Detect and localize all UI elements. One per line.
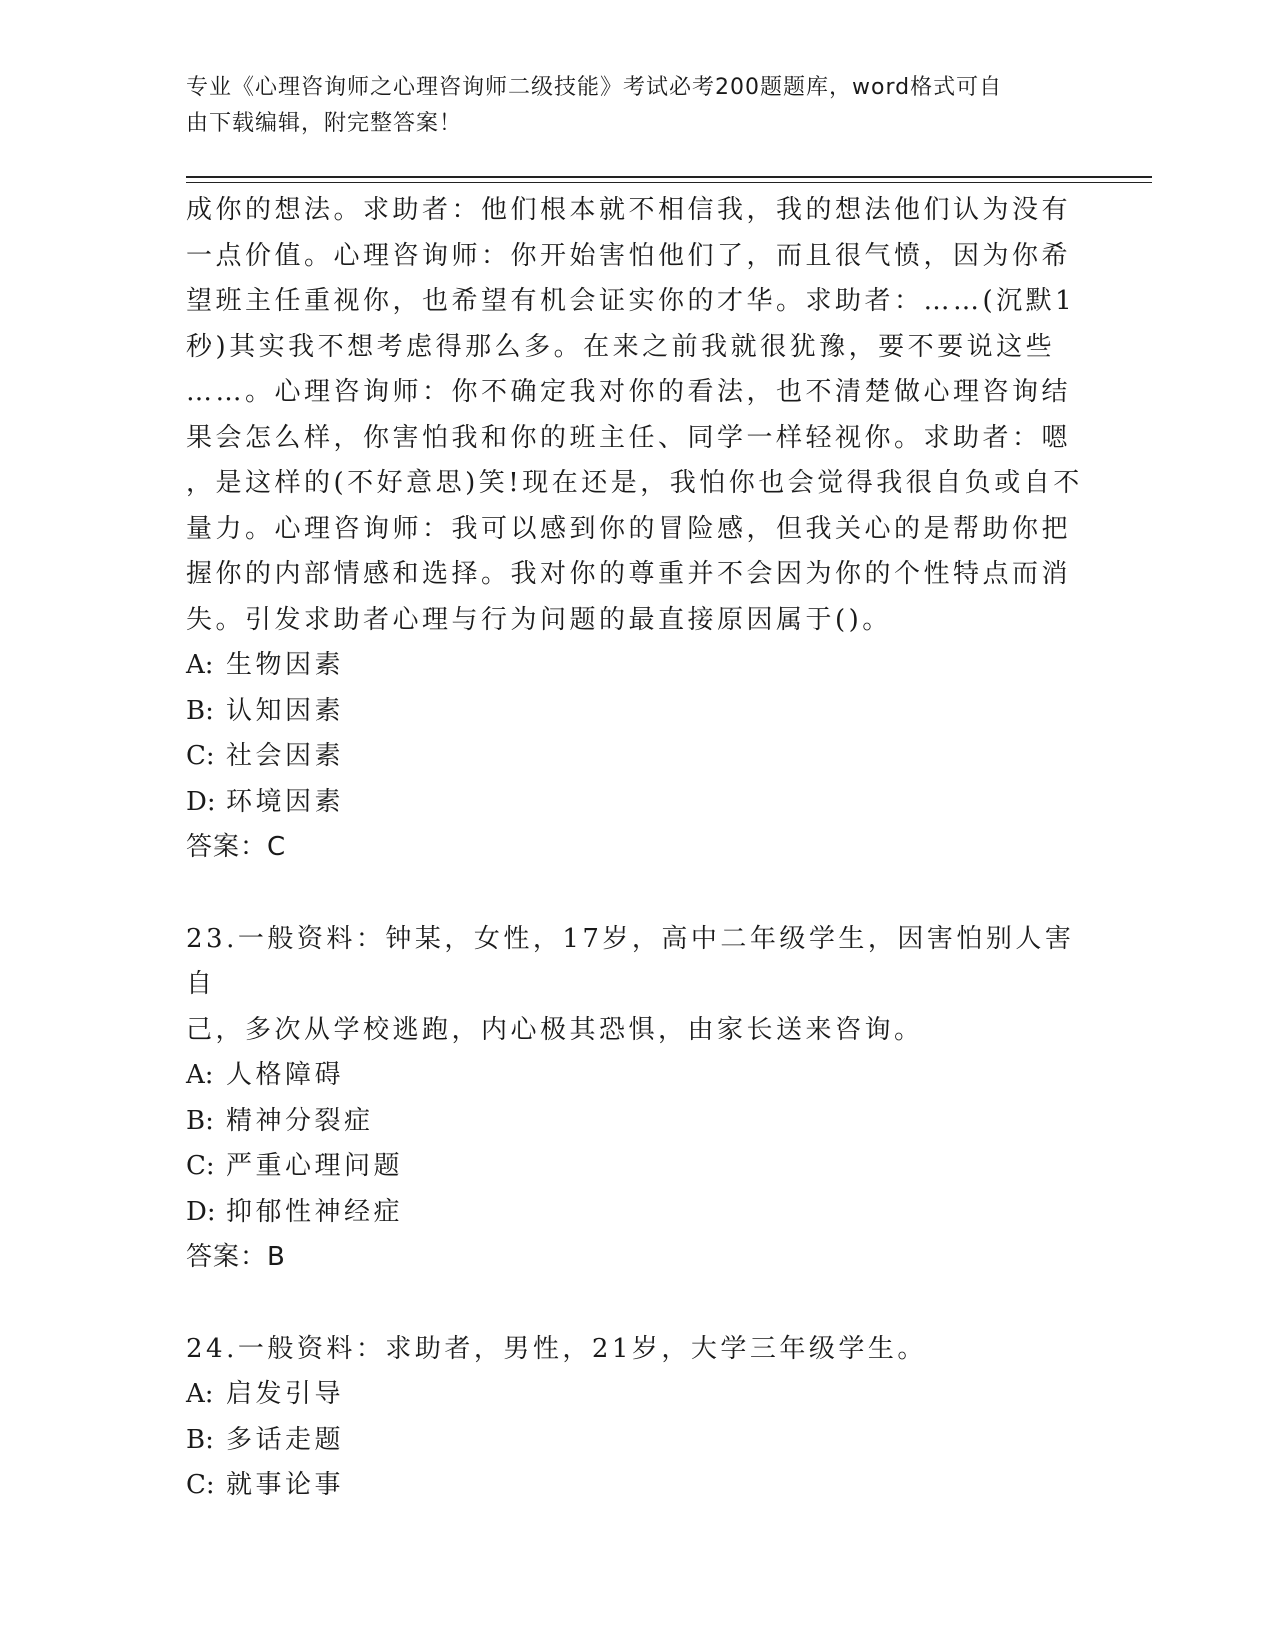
option-text: 人格障碍 <box>226 1060 345 1090</box>
document-body <box>186 188 1086 1509</box>
question-23-option-b <box>186 1099 1086 1145</box>
option-text: 抑郁性神经症 <box>226 1196 404 1227</box>
option-key: D: <box>186 1196 216 1227</box>
text-line: 量力。心理咨询师：我可以感到你的冒险感，但我关心的是帮助你把 <box>186 513 1072 544</box>
option-key: B: <box>186 1424 214 1455</box>
question-22-text <box>186 188 1086 643</box>
text-line: 握你的内部情感和选择。我对你的尊重并不会因为你的个性特点而消 <box>186 559 1072 589</box>
question-23-option-a <box>186 1053 1086 1099</box>
question-23-answer: 答案：B <box>186 1242 286 1272</box>
text-line: 一点价值。心理咨询师：你开始害怕他们了，而且很气愤，因为你希 <box>186 240 1072 271</box>
spacer <box>186 1281 1086 1327</box>
question-24-text <box>186 1327 1086 1373</box>
question-22-option-a <box>186 643 1086 689</box>
question-23-text <box>186 917 1086 1054</box>
text-line: ，是这样的(不好意思)笑!现在还是，我怕你也会觉得我很自负或自不 <box>186 468 1083 498</box>
text-line: 秒)其实我不想考虑得那么多。在来之前我就很犹豫，要不要说这些 <box>186 331 1056 362</box>
text-line: 己，多次从学校逃跑，内心极其恐惧，由家长送来咨询。 <box>186 1014 924 1045</box>
question-22-option-b <box>186 689 1086 735</box>
question-22-option-c <box>186 734 1086 780</box>
option-key: A: <box>186 1379 214 1409</box>
option-text: 就事论事 <box>226 1470 345 1500</box>
header-line-1: 专业《心理咨询师之心理咨询师二级技能》考试必考200题题库，word格式可自 <box>186 75 1003 100</box>
header-line-2: 由下载编辑，附完整答案！ <box>186 111 463 136</box>
text-line: 23.一般资料：钟某，女性，17岁，高中二年级学生，因害怕别人害自 <box>186 923 1075 999</box>
option-key: A: <box>186 1060 214 1090</box>
option-text: 生物因素 <box>226 650 345 680</box>
option-text: 环境因素 <box>226 786 345 817</box>
option-text: 认知因素 <box>226 695 345 726</box>
text-line: 失。引发求助者心理与行为问题的最直接原因属于()。 <box>186 604 892 635</box>
text-line: ……。心理咨询师：你不确定我对你的看法，也不清楚做心理咨询结 <box>186 377 1072 407</box>
question-22-answer: 答案：C <box>186 832 287 862</box>
question-23-option-d <box>186 1190 1086 1236</box>
option-key: D: <box>186 786 216 817</box>
page-header <box>186 70 1086 142</box>
question-24-option-c <box>186 1463 1086 1509</box>
question-22-option-d <box>186 780 1086 826</box>
header-rule-thick <box>186 176 1152 178</box>
text-line: 24.一般资料：求助者，男性，21岁，大学三年级学生。 <box>186 1333 927 1364</box>
text-line: 望班主任重视你，也希望有机会证实你的才华。求助者：……(沉默1 <box>186 286 1076 316</box>
option-text: 精神分裂症 <box>226 1105 374 1136</box>
option-key: B: <box>186 1105 214 1136</box>
option-text: 多话走题 <box>226 1424 345 1455</box>
question-23-option-c <box>186 1144 1086 1190</box>
text-line: 果会怎么样，你害怕我和你的班主任、同学一样轻视你。求助者：嗯 <box>186 422 1072 453</box>
option-text: 社会因素 <box>226 741 345 771</box>
option-text: 启发引导 <box>226 1379 345 1409</box>
header-rule-thin <box>186 182 1152 183</box>
option-key: B: <box>186 695 214 726</box>
question-24-option-a <box>186 1372 1086 1418</box>
option-key: A: <box>186 650 214 680</box>
option-key: C: <box>186 741 215 771</box>
option-key: C: <box>186 1151 215 1181</box>
spacer <box>186 871 1086 917</box>
option-key: C: <box>186 1470 215 1500</box>
question-24-option-b <box>186 1418 1086 1464</box>
option-text: 严重心理问题 <box>226 1151 404 1181</box>
text-line: 成你的想法。求助者：他们根本就不相信我，我的想法他们认为没有 <box>186 195 1072 225</box>
